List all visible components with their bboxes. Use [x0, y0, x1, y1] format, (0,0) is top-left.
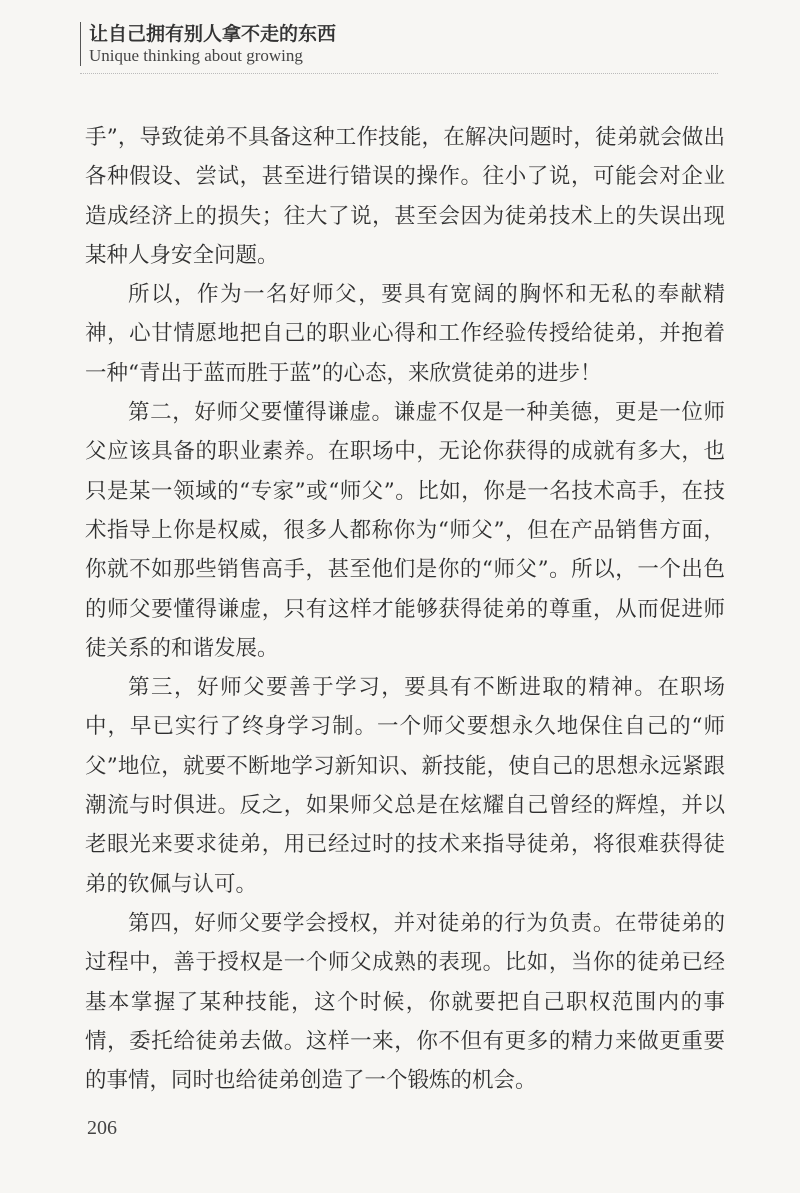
header-divider — [80, 73, 718, 74]
running-header — [80, 22, 720, 66]
paragraph: 第三，好师父要善于学习，要具有不断进取的精神。在职场中，早已实行了终身学习制。一个师父要想永久地保住自己的“师父”地位，就要不断地学习新知识、新技能，使自己的思想永远紧跟潮流与时俱进。反之，如果师父总是在炫耀自己曾经的辉煌，并以老眼光来要求徒弟，用已经过时的技术来指导徒弟，将很难获得徒弟的钦佩与认可。 — [85, 675, 725, 897]
body-text — [85, 118, 725, 1100]
paragraph: 所以，作为一名好师父，要具有宽阔的胸怀和无私的奉献精神，心甘情愿地把自己的职业心得和工作经验传授给徒弟，并抱着一种“青出于蓝而胜于蓝”的心态，来欣赏徒弟的进步！ — [85, 282, 725, 386]
book-title: 让自己拥有别人拿不走的东西 — [89, 23, 337, 45]
paragraph: 第二，好师父要懂得谦虚。谦虚不仅是一种美德，更是一位师父应该具备的职业素养。在职场中，无论你获得的成就有多大，也只是某一领域的“专家”或“师父”。比如，你是一名技术高手，在技术指导上你是权威，很多人都称你为“师父”，但在产品销售方面，你就不如那些销售高手，甚至他们是你的“师父”。所以，一个出色的师父要懂得谦虚，只有这样才能够获得徒弟的尊重，从而促进师徒关系的和谐发展。 — [85, 400, 725, 661]
paragraph: 第四，好师父要学会授权，并对徒弟的行为负责。在带徒弟的过程中，善于授权是一个师父成熟的表现。比如，当你的徒弟已经基本掌握了某种技能，这个时候，你就要把自己职权范围内的事情，委托给徒弟去做。这样一来，你不但有更多的精力来做更重要的事情，同时也给徒弟创造了一个锻炼的机会。 — [85, 910, 725, 1094]
book-subtitle: Unique thinking about growing — [89, 46, 303, 65]
paragraph-continuation: 手”，导致徒弟不具备这种工作技能，在解决问题时，徒弟就会做出各种假设、尝试，甚至进行错误的操作。往小了说，可能会对企业造成经济上的损失；往大了说，甚至会因为徒弟技术上的失误出现某种人身安全问题。 — [85, 125, 725, 268]
page-number: 206 — [87, 1117, 117, 1139]
